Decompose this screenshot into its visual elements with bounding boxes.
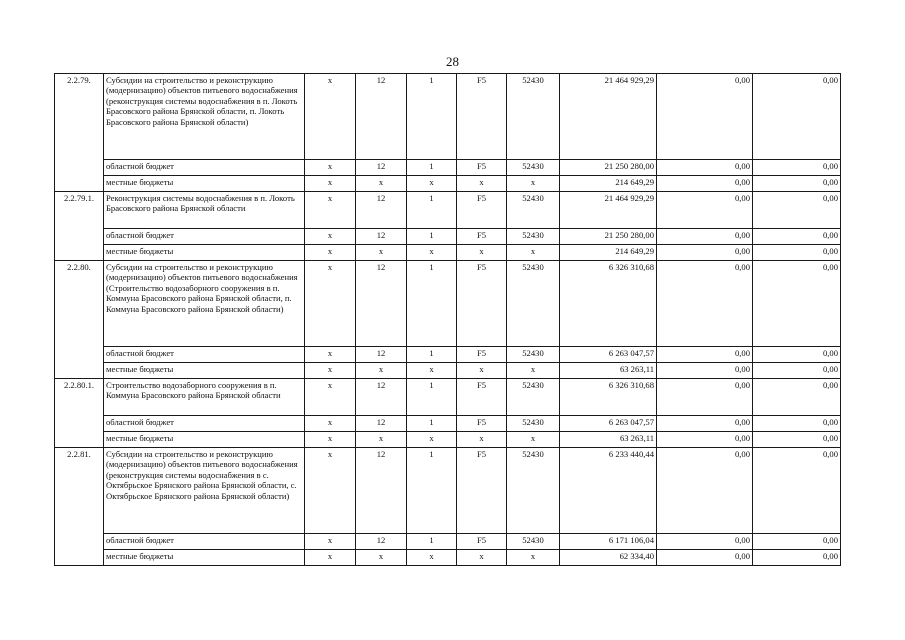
col-code-2: 12 (356, 74, 407, 160)
amount-2: 0,00 (657, 550, 753, 566)
col-code-5: 52430 (507, 160, 560, 176)
table-row-main (55, 192, 841, 229)
amount-3: 0,00 (753, 176, 841, 192)
col-code-4: F5 (457, 261, 507, 347)
row-name: местные бюджеты (104, 550, 305, 566)
col-code-1: x (305, 74, 356, 160)
row-name: Субсидии на строительство и реконструкцию (модернизацию) объектов питьевого водоснабжения (реконструкция системы водоснабжения в с. Октябрьское Брянского района Брянской области, с. Октябрьское Брянского района Брянской области) (104, 448, 305, 534)
amount-3: 0,00 (753, 363, 841, 379)
table-row-sub (55, 416, 841, 432)
amount-total: 21 250 280,00 (560, 160, 657, 176)
amount-total: 21 464 929,29 (560, 74, 657, 160)
col-code-4: x (457, 550, 507, 566)
col-code-2: 12 (356, 416, 407, 432)
col-code-1: x (305, 160, 356, 176)
col-code-4: x (457, 432, 507, 448)
item-number: 2.2.80.1. (55, 379, 104, 448)
amount-3: 0,00 (753, 416, 841, 432)
col-code-3: x (407, 550, 457, 566)
amount-2: 0,00 (657, 176, 753, 192)
table-row-sub (55, 229, 841, 245)
table-row-sub (55, 176, 841, 192)
col-code-1: x (305, 229, 356, 245)
col-code-4: F5 (457, 347, 507, 363)
col-code-3: x (407, 176, 457, 192)
col-code-3: 1 (407, 347, 457, 363)
col-code-4: x (457, 245, 507, 261)
amount-2: 0,00 (657, 261, 753, 347)
page-number: 28 (446, 54, 459, 69)
col-code-2: 12 (356, 448, 407, 534)
col-code-4: F5 (457, 74, 507, 160)
amount-total: 6 263 047,57 (560, 416, 657, 432)
amount-2: 0,00 (657, 379, 753, 416)
amount-3: 0,00 (753, 192, 841, 229)
col-code-1: x (305, 379, 356, 416)
col-code-2: x (356, 245, 407, 261)
amount-2: 0,00 (657, 534, 753, 550)
row-name: местные бюджеты (104, 363, 305, 379)
table-row-main (55, 448, 841, 534)
amount-total: 6 171 106,04 (560, 534, 657, 550)
col-code-2: 12 (356, 229, 407, 245)
amount-total: 21 250 280,00 (560, 229, 657, 245)
row-name: областной бюджет (104, 347, 305, 363)
amount-2: 0,00 (657, 448, 753, 534)
amount-total: 63 263,11 (560, 432, 657, 448)
col-code-2: 12 (356, 379, 407, 416)
col-code-2: 12 (356, 160, 407, 176)
row-name: областной бюджет (104, 534, 305, 550)
row-name: областной бюджет (104, 160, 305, 176)
amount-3: 0,00 (753, 550, 841, 566)
row-name: Субсидии на строительство и реконструкцию (модернизацию) объектов питьевого водоснабжения (реконструкция системы водоснабжения в п. Локоть Брасовского района Брянской области, п. Локоть Брасовского района Брянской области) (104, 74, 305, 160)
amount-2: 0,00 (657, 74, 753, 160)
col-code-3: 1 (407, 379, 457, 416)
amount-3: 0,00 (753, 347, 841, 363)
row-name: Субсидии на строительство и реконструкцию (модернизацию) объектов питьевого водоснабжения (Строительство водозаборного сооружения в п. Коммуна Брасовского района Брянской области, п. Коммуна Брасовского района Брянской области) (104, 261, 305, 347)
row-name: местные бюджеты (104, 176, 305, 192)
col-code-5: x (507, 363, 560, 379)
table-row-main (55, 74, 841, 160)
col-code-4: x (457, 176, 507, 192)
amount-3: 0,00 (753, 379, 841, 416)
col-code-3: 1 (407, 192, 457, 229)
col-code-5: x (507, 245, 560, 261)
amount-3: 0,00 (753, 245, 841, 261)
col-code-3: 1 (407, 261, 457, 347)
col-code-5: 52430 (507, 379, 560, 416)
item-number: 2.2.80. (55, 261, 104, 379)
table-row-sub (55, 534, 841, 550)
col-code-1: x (305, 416, 356, 432)
col-code-2: 12 (356, 534, 407, 550)
col-code-2: x (356, 363, 407, 379)
col-code-1: x (305, 534, 356, 550)
col-code-1: x (305, 363, 356, 379)
col-code-5: 52430 (507, 261, 560, 347)
amount-total: 214 649,29 (560, 176, 657, 192)
col-code-2: 12 (356, 192, 407, 229)
col-code-4: F5 (457, 192, 507, 229)
table-row-sub (55, 245, 841, 261)
col-code-5: x (507, 176, 560, 192)
budget-table (54, 73, 841, 566)
col-code-3: x (407, 245, 457, 261)
col-code-1: x (305, 550, 356, 566)
item-number: 2.2.81. (55, 448, 104, 566)
col-code-5: 52430 (507, 192, 560, 229)
table-row-sub (55, 363, 841, 379)
col-code-5: 52430 (507, 416, 560, 432)
amount-2: 0,00 (657, 160, 753, 176)
col-code-3: 1 (407, 416, 457, 432)
amount-total: 6 233 440,44 (560, 448, 657, 534)
row-name: местные бюджеты (104, 245, 305, 261)
amount-2: 0,00 (657, 229, 753, 245)
col-code-1: x (305, 448, 356, 534)
amount-3: 0,00 (753, 74, 841, 160)
amount-2: 0,00 (657, 363, 753, 379)
col-code-2: x (356, 432, 407, 448)
amount-total: 6 326 310,68 (560, 379, 657, 416)
row-name: областной бюджет (104, 229, 305, 245)
amount-2: 0,00 (657, 192, 753, 229)
col-code-5: 52430 (507, 534, 560, 550)
table-row-sub (55, 550, 841, 566)
amount-total: 63 263,11 (560, 363, 657, 379)
row-name: Строительство водозаборного сооружения в п. Коммуна Брасовского района Брянской области (104, 379, 305, 416)
item-number: 2.2.79.1. (55, 192, 104, 261)
table-row-sub (55, 160, 841, 176)
col-code-4: F5 (457, 448, 507, 534)
col-code-3: 1 (407, 160, 457, 176)
col-code-4: F5 (457, 160, 507, 176)
col-code-4: F5 (457, 534, 507, 550)
amount-3: 0,00 (753, 432, 841, 448)
amount-total: 214 649,29 (560, 245, 657, 261)
col-code-1: x (305, 347, 356, 363)
row-name: областной бюджет (104, 416, 305, 432)
col-code-2: 12 (356, 347, 407, 363)
amount-3: 0,00 (753, 160, 841, 176)
col-code-5: 52430 (507, 229, 560, 245)
col-code-1: x (305, 432, 356, 448)
col-code-1: x (305, 192, 356, 229)
amount-3: 0,00 (753, 448, 841, 534)
col-code-1: x (305, 261, 356, 347)
amount-3: 0,00 (753, 534, 841, 550)
amount-2: 0,00 (657, 245, 753, 261)
col-code-1: x (305, 176, 356, 192)
amount-3: 0,00 (753, 229, 841, 245)
amount-2: 0,00 (657, 416, 753, 432)
col-code-5: 52430 (507, 74, 560, 160)
col-code-3: 1 (407, 534, 457, 550)
col-code-2: x (356, 550, 407, 566)
amount-3: 0,00 (753, 261, 841, 347)
amount-2: 0,00 (657, 347, 753, 363)
col-code-5: 52430 (507, 347, 560, 363)
col-code-3: x (407, 363, 457, 379)
col-code-4: F5 (457, 416, 507, 432)
col-code-4: x (457, 363, 507, 379)
table-row-sub (55, 432, 841, 448)
amount-total: 6 326 310,68 (560, 261, 657, 347)
table-row-sub (55, 347, 841, 363)
row-name: местные бюджеты (104, 432, 305, 448)
col-code-4: F5 (457, 379, 507, 416)
item-number: 2.2.79. (55, 74, 104, 192)
col-code-2: 12 (356, 261, 407, 347)
col-code-1: x (305, 245, 356, 261)
col-code-3: x (407, 432, 457, 448)
row-name: Реконструкция системы водоснабжения в п. Локоть Брасовского района Брянской области (104, 192, 305, 229)
table-row-main (55, 261, 841, 347)
col-code-4: F5 (457, 229, 507, 245)
col-code-2: x (356, 176, 407, 192)
amount-2: 0,00 (657, 432, 753, 448)
col-code-3: 1 (407, 448, 457, 534)
amount-total: 62 334,40 (560, 550, 657, 566)
col-code-3: 1 (407, 74, 457, 160)
table-body (55, 74, 841, 566)
col-code-3: 1 (407, 229, 457, 245)
col-code-5: x (507, 550, 560, 566)
col-code-5: x (507, 432, 560, 448)
amount-total: 6 263 047,57 (560, 347, 657, 363)
amount-total: 21 464 929,29 (560, 192, 657, 229)
col-code-5: 52430 (507, 448, 560, 534)
table-row-main (55, 379, 841, 416)
